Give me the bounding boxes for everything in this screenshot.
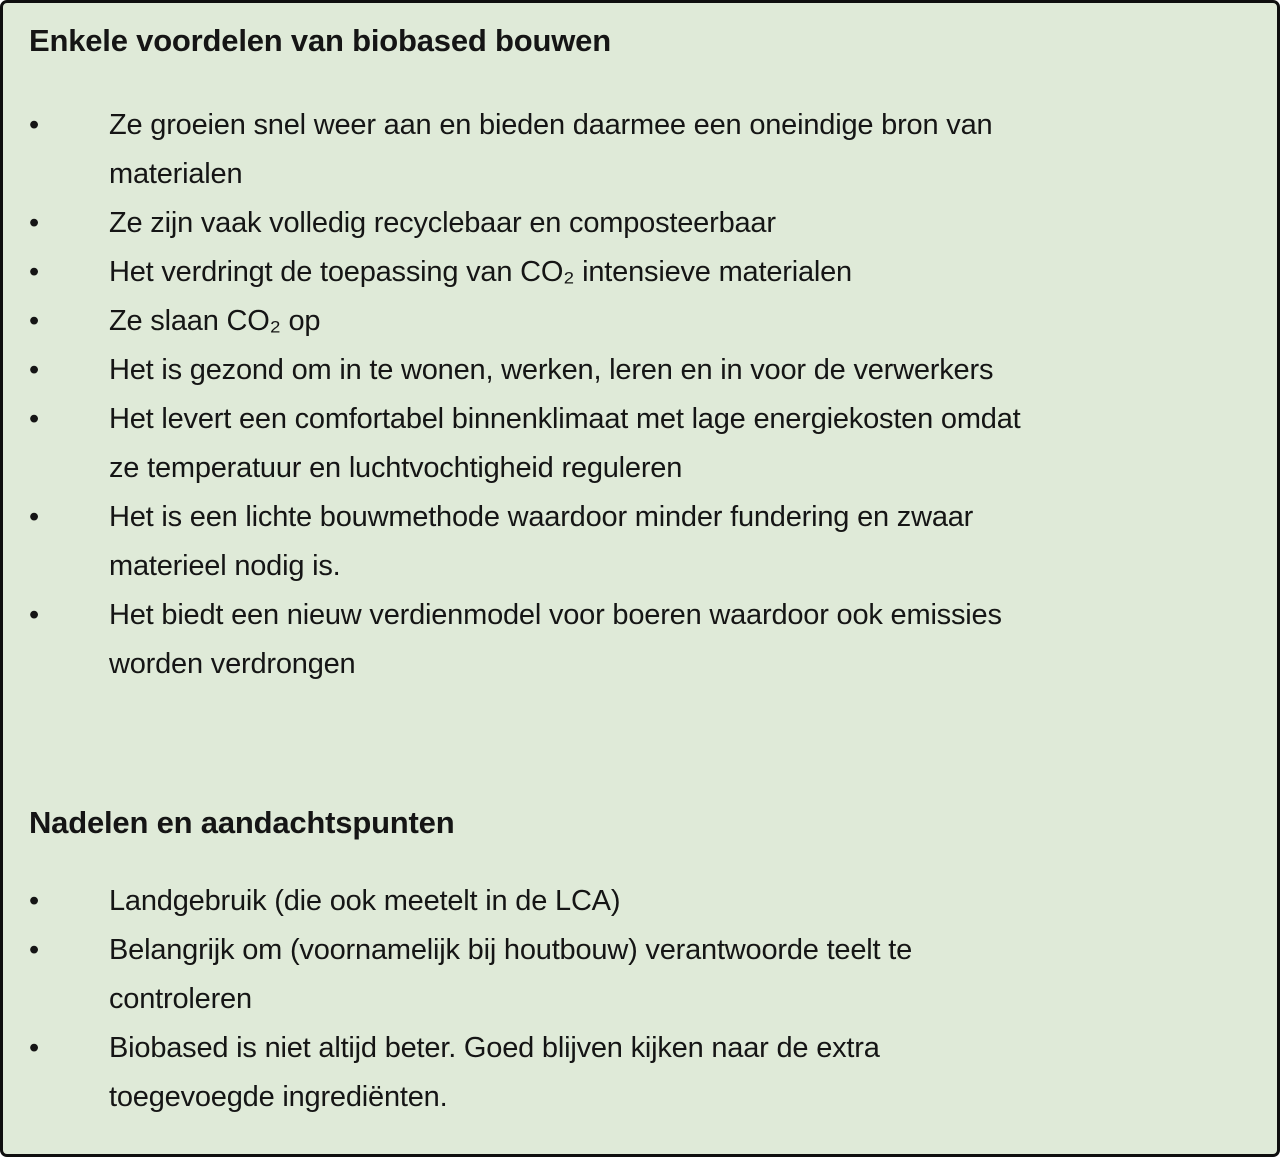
bullet-icon: • [29, 934, 40, 966]
bullet-text [109, 493, 1249, 591]
bullet-text-line: Het is een lichte bouwmethode waardoor minder fundering en zwaar [109, 501, 974, 533]
bullet-text-line: worden verdrongen [109, 648, 356, 680]
bullet-icon: • [29, 109, 40, 141]
bullet-text-line: ze temperatuur en luchtvochtigheid reguleren [109, 452, 683, 484]
list-item [29, 346, 1249, 395]
bullet-text-line: Ze zijn vaak volledig recyclebaar en composteerbaar [109, 207, 776, 239]
bullet-text-line: Het biedt een nieuw verdienmodel voor boeren waardoor ook emissies [109, 599, 1002, 631]
list-item [29, 493, 1249, 591]
list-item [29, 395, 1249, 493]
bullet-text [109, 297, 1249, 346]
bullet-text [109, 346, 1249, 395]
bullet-icon: • [29, 207, 40, 239]
bullet-icon: • [29, 305, 40, 337]
bullet-text-line: Landgebruik (die ook meetelt in de LCA) [109, 885, 621, 917]
bullet-text-line: Biobased is niet altijd beter. Goed blijven kijken naar de extra [109, 1032, 880, 1064]
advantages-heading: Enkele voordelen van biobased bouwen [29, 23, 611, 58]
bullet-text-line: materialen [109, 158, 243, 190]
list-item [29, 1024, 1249, 1122]
disadvantages-bullet-list [29, 877, 1249, 1122]
list-item [29, 101, 1249, 199]
bullet-icon: • [29, 1032, 40, 1064]
bullet-icon: • [29, 354, 40, 386]
section-advantages [29, 23, 1249, 689]
list-item [29, 199, 1249, 248]
list-item [29, 591, 1249, 689]
bullet-text-line: Ze slaan CO₂ op [109, 305, 321, 337]
bullet-text [109, 1024, 1249, 1122]
bullet-icon: • [29, 885, 40, 917]
list-item [29, 297, 1249, 346]
bullet-text-line: controleren [109, 983, 252, 1015]
bullet-text-line: Het is gezond om in te wonen, werken, leren en in voor de verwerkers [109, 354, 994, 386]
bullet-text [109, 248, 1249, 297]
list-item [29, 877, 1249, 926]
section-disadvantages [29, 805, 1249, 1122]
bullet-text [109, 877, 1249, 926]
bullet-icon: • [29, 599, 40, 631]
advantages-bullet-list [29, 101, 1249, 689]
disadvantages-heading: Nadelen en aandachtspunten [29, 805, 455, 840]
bullet-text-line: Belangrijk om (voornamelijk bij houtbouw) verantwoorde teelt te [109, 934, 913, 966]
list-item [29, 248, 1249, 297]
bullet-icon: • [29, 256, 40, 288]
bullet-text [109, 101, 1249, 199]
bullet-text-line: Het levert een comfortabel binnenklimaat met lage energiekosten omdat [109, 403, 1021, 435]
bullet-text-line: Ze groeien snel weer aan en bieden daarmee een oneindige bron van [109, 109, 993, 141]
bullet-text-line: Het verdringt de toepassing van CO₂ intensieve materialen [109, 256, 852, 288]
bullet-icon: • [29, 501, 40, 533]
bullet-text [109, 926, 1249, 1024]
bullet-text-line: materieel nodig is. [109, 550, 341, 582]
bullet-text [109, 591, 1249, 689]
list-item [29, 926, 1249, 1024]
bullet-icon: • [29, 403, 40, 435]
bullet-text [109, 395, 1249, 493]
bullet-text [109, 199, 1249, 248]
bullet-text-line: toegevoegde ingrediënten. [109, 1081, 448, 1113]
